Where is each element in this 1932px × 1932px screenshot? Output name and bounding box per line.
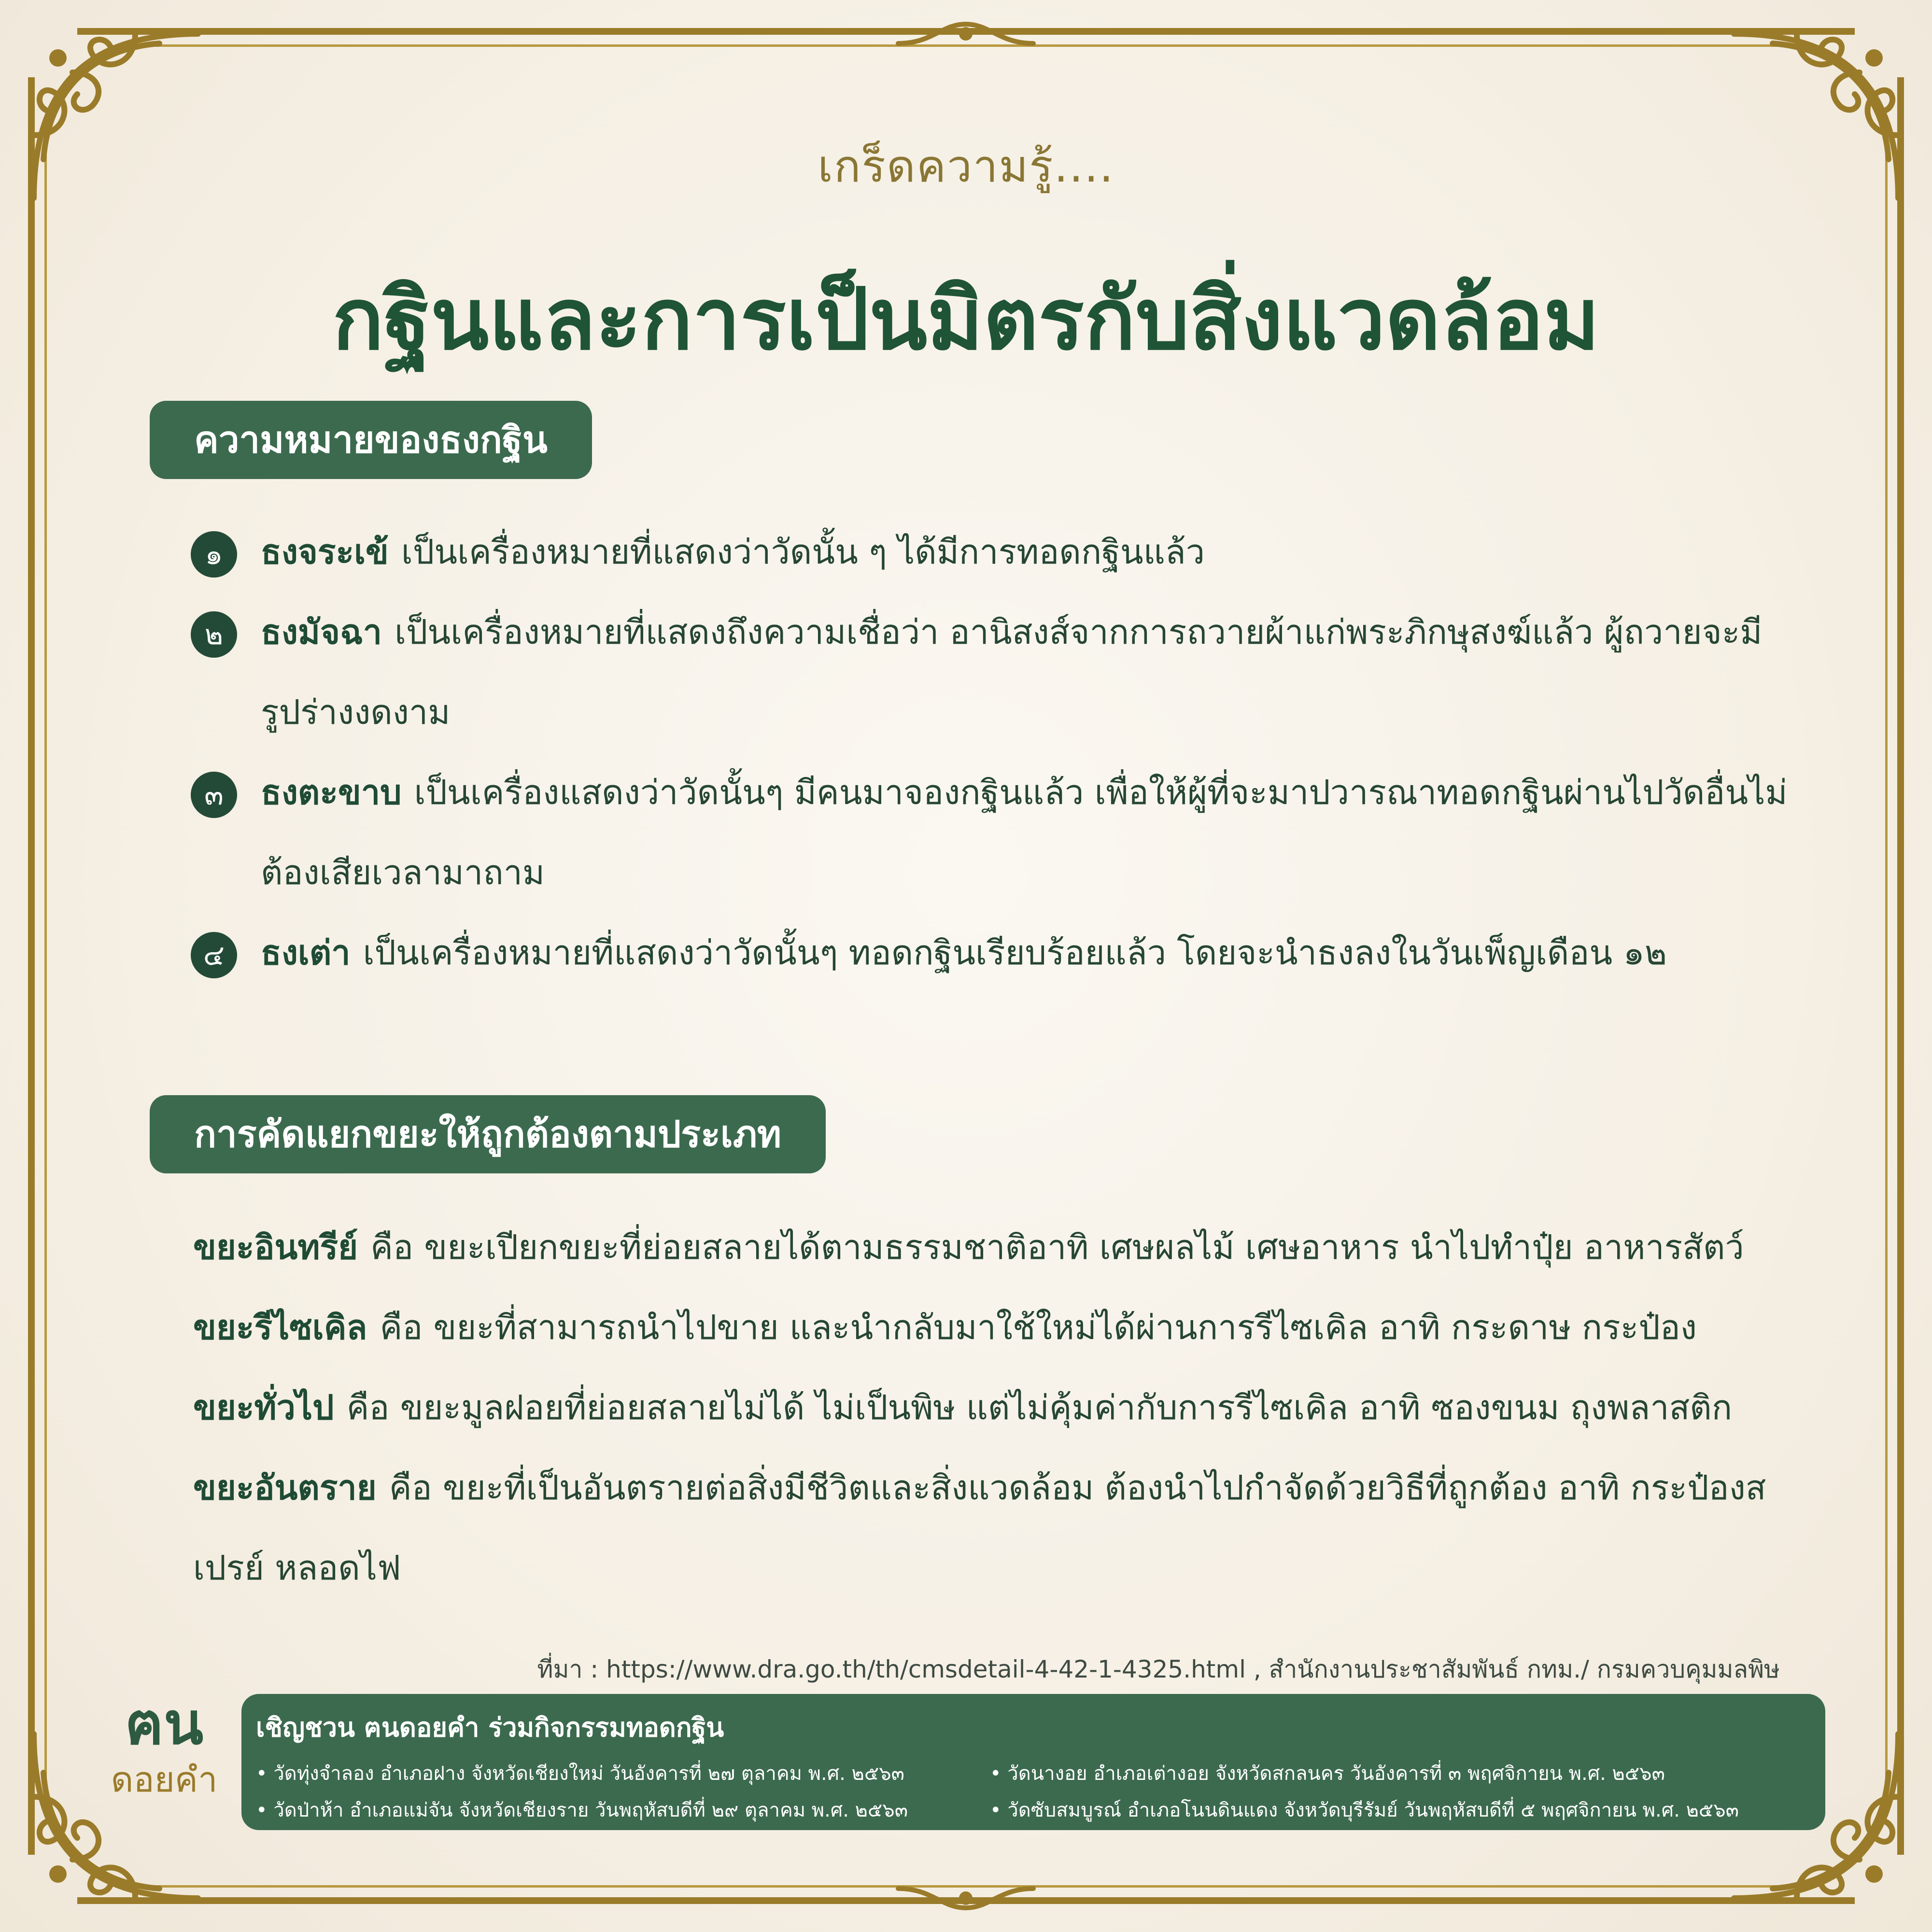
event-item: • วัดนางอย อำเภอเต่างอย จังหวัดสกลนคร วันอังคารที่ ๓ พฤศจิกายน พ.ศ. ๒๕๖๓	[990, 1763, 1665, 1785]
item-description: คือ ขยะที่สามารถนำไปขาย และนำกลับมาใช้ใหม่ได้ผ่านการรีไซเคิล อาทิ กระดาษ กระป๋อง	[380, 1308, 1697, 1347]
top-center-ornament-icon	[893, 19, 1038, 53]
logo	[92, 1690, 237, 1801]
number-badge: ๒	[191, 611, 237, 658]
number-badge: ๑	[191, 531, 237, 578]
logo-top-text: ฅน	[125, 1690, 204, 1758]
item-description: เป็นเครื่องหมายที่แสดงว่าวัดนั้นๆ ทอดกฐินเรียบร้อยแล้ว โดยจะนำธงลงในวันเพ็ญเดือน ๑๒	[363, 933, 1667, 973]
list-item	[191, 913, 1794, 993]
section-heading-flag-meaning: ความหมายของธงกฐิน	[150, 401, 592, 479]
list-item	[193, 1448, 1796, 1608]
section-heading-waste-sorting: การคัดแยกขยะให้ถูกต้องตามประเภท	[150, 1095, 826, 1173]
item-term: ธงมัจฉา	[261, 612, 382, 652]
item-term: ธงเต่า	[261, 933, 351, 973]
item-description: คือ ขยะที่เป็นอันตรายต่อสิ่งมีชีวิตและสิ่งแวดล้อม ต้องนำไปกำจัดด้วยวิธีที่ถูกต้อง อาทิ กระป๋องสเปรย์ หลอดไฟ	[193, 1468, 1766, 1588]
item-description: เป็นเครื่องหมายที่แสดงถึงความเชื่อว่า อานิสงส์จากการถวายผ้าแก่พระภิกษุสงฆ์แล้ว ผู้ถวายจะมีรูปร่างงดงาม	[261, 612, 1763, 732]
kicker-text: เกร็ดความรู้....	[818, 141, 1114, 192]
item-description: เป็นเครื่องแสดงว่าวัดนั้นๆ มีคนมาจองกฐินแล้ว เพื่อให้ผู้ที่จะมาปวารณาทอดกฐินผ่านไปวัดอื่นไม่ต้องเสียเวลามาถาม	[261, 773, 1788, 892]
invitation-title: เชิญชวน ฅนดอยคำ ร่วมกิจกรรมทอดกฐิน	[256, 1712, 724, 1743]
item-term: ธงจระเข้	[261, 532, 389, 572]
flag-meaning-list	[191, 512, 1794, 993]
page-title: กฐินและการเป็นมิตรกับสิ่งแวดล้อม	[332, 270, 1600, 369]
event-item: • วัดป่าห้า อำเภอแม่จัน จังหวัดเชียงราย วันพฤหัสบดีที่ ๒๙ ตุลาคม พ.ศ. ๒๕๖๓	[256, 1799, 908, 1821]
item-term: ขยะทั่วไป	[193, 1388, 334, 1427]
event-item: • วัดทุ่งจำลอง อำเภอฝาง จังหวัดเชียงใหม่ วันอังคารที่ ๒๗ ตุลาคม พ.ศ. ๒๕๖๓	[256, 1763, 904, 1785]
item-term: ขยะอินทรีย์	[193, 1227, 358, 1267]
list-item	[191, 512, 1794, 592]
source-credit: ที่มา : https://www.dra.go.th/th/cmsdetail-4-42-1-4325.html , สำนักงานประชาสัมพันธ์ กทม./ กรมควบคุมมลพิษ	[537, 1655, 1780, 1683]
item-description: คือ ขยะเปียกขยะที่ย่อยสลายได้ตามธรรมชาติอาทิ เศษผลไม้ เศษอาหาร นำไปทำปุ๋ย อาหารสัตว์	[370, 1227, 1744, 1267]
item-description: เป็นเครื่องหมายที่แสดงว่าวัดนั้น ๆ ได้มีการทอดกฐินแล้ว	[401, 532, 1205, 572]
item-term: ขยะอันตราย	[193, 1468, 377, 1508]
list-item	[193, 1368, 1796, 1448]
item-description: คือ ขยะมูลฝอยที่ย่อยสลายไม่ได้ ไม่เป็นพิษ แต่ไม่คุ้มค่ากับการรีไซเคิล อาทิ ซองขนม ถุงพลาสติก	[346, 1388, 1733, 1427]
event-item: • วัดซับสมบูรณ์ อำเภอโนนดินแดง จังหวัดบุรีรัมย์ วันพฤหัสบดีที่ ๕ พฤศจิกายน พ.ศ. ๒๕๖๓	[990, 1799, 1739, 1821]
bottom-center-ornament-icon	[893, 1879, 1038, 1913]
invitation-box	[241, 1694, 1825, 1830]
item-term: ธงตะขาบ	[261, 773, 402, 812]
list-item	[191, 592, 1794, 752]
number-badge: ๔	[191, 932, 237, 978]
number-badge: ๓	[191, 772, 237, 818]
waste-sorting-list	[193, 1207, 1796, 1608]
list-item	[191, 752, 1794, 913]
list-item	[193, 1207, 1796, 1287]
item-term: ขยะรีไซเคิล	[193, 1308, 367, 1347]
logo-bottom-text: ดอยคำ	[111, 1759, 218, 1800]
list-item	[193, 1287, 1796, 1368]
